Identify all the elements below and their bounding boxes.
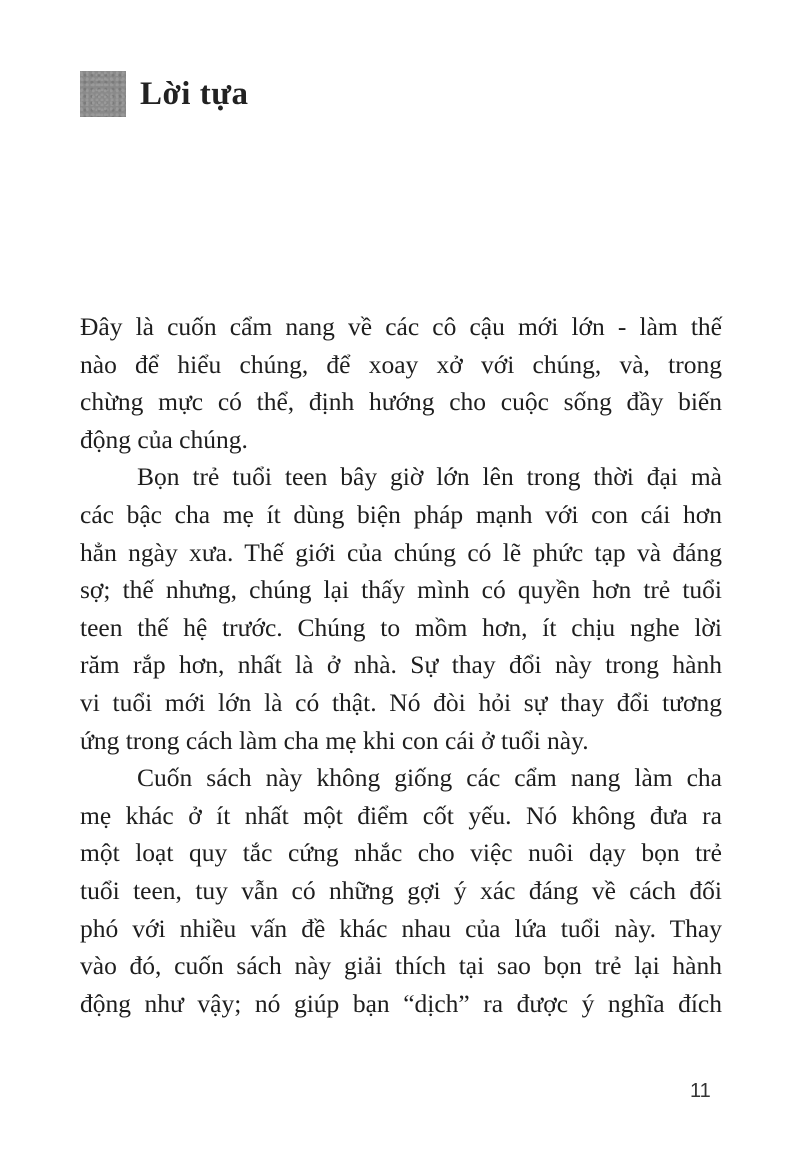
text-line: Cuốn sách này không giống các cẩm nang làm cha	[137, 763, 722, 793]
text-line: phó với nhiều vấn đề khác nhau của lứa tuổi này. Thay	[80, 913, 722, 943]
text-line: một loạt quy tắc cứng nhắc cho việc nuôi dạy bọn trẻ	[80, 838, 722, 868]
text-line: mẹ khác ở ít nhất một điểm cốt yếu. Nó không đưa ra	[80, 800, 722, 830]
text-line: tuổi teen, tuy vẫn có những gợi ý xác đáng về cách đối	[80, 875, 722, 905]
text-line: nào để hiểu chúng, để xoay xở với chúng, và, trong	[80, 349, 722, 379]
chapter-title: Lời tựa	[140, 75, 249, 112]
page-number: 11	[690, 1080, 711, 1102]
text-line: Đây là cuốn cẩm nang về các cô cậu mới lớn - làm thế	[80, 312, 722, 341]
text-line: chừng mực có thể, định hướng cho cuộc sống đầy biến	[80, 387, 722, 417]
heading-decorative-block	[80, 71, 126, 117]
text-line: động như vậy; nó giúp bạn “dịch” ra được ý nghĩa đích	[80, 988, 722, 1018]
text-line: teen thế hệ trước. Chúng to mồm hơn, ít chịu nghe lời	[80, 612, 722, 642]
text-line: vào đó, cuốn sách này giải thích tại sao bọn trẻ lại hành	[80, 951, 722, 981]
text-line: sợ; thế nhưng, chúng lại thấy mình có quyền hơn trẻ tuổi	[80, 575, 722, 605]
text-line: hẳn ngày xưa. Thế giới của chúng có lẽ phức tạp và đáng	[80, 537, 722, 567]
body-text	[80, 308, 722, 1022]
text-line: các bậc cha mẹ ít dùng biện pháp mạnh với con cái hơn	[80, 499, 722, 529]
text-line: răm rắp hơn, nhất là ở nhà. Sự thay đổi này trong hành	[80, 650, 722, 680]
text-line: động của chúng.	[80, 424, 248, 454]
chapter-heading	[80, 70, 249, 118]
text-line: Bọn trẻ tuổi teen bây giờ lớn lên trong thời đại mà	[137, 462, 722, 492]
text-line: ứng trong cách làm cha mẹ khi con cái ở tuổi này.	[80, 725, 589, 755]
text-line: vi tuổi mới lớn là có thật. Nó đòi hỏi sự thay đổi tương	[80, 687, 722, 717]
